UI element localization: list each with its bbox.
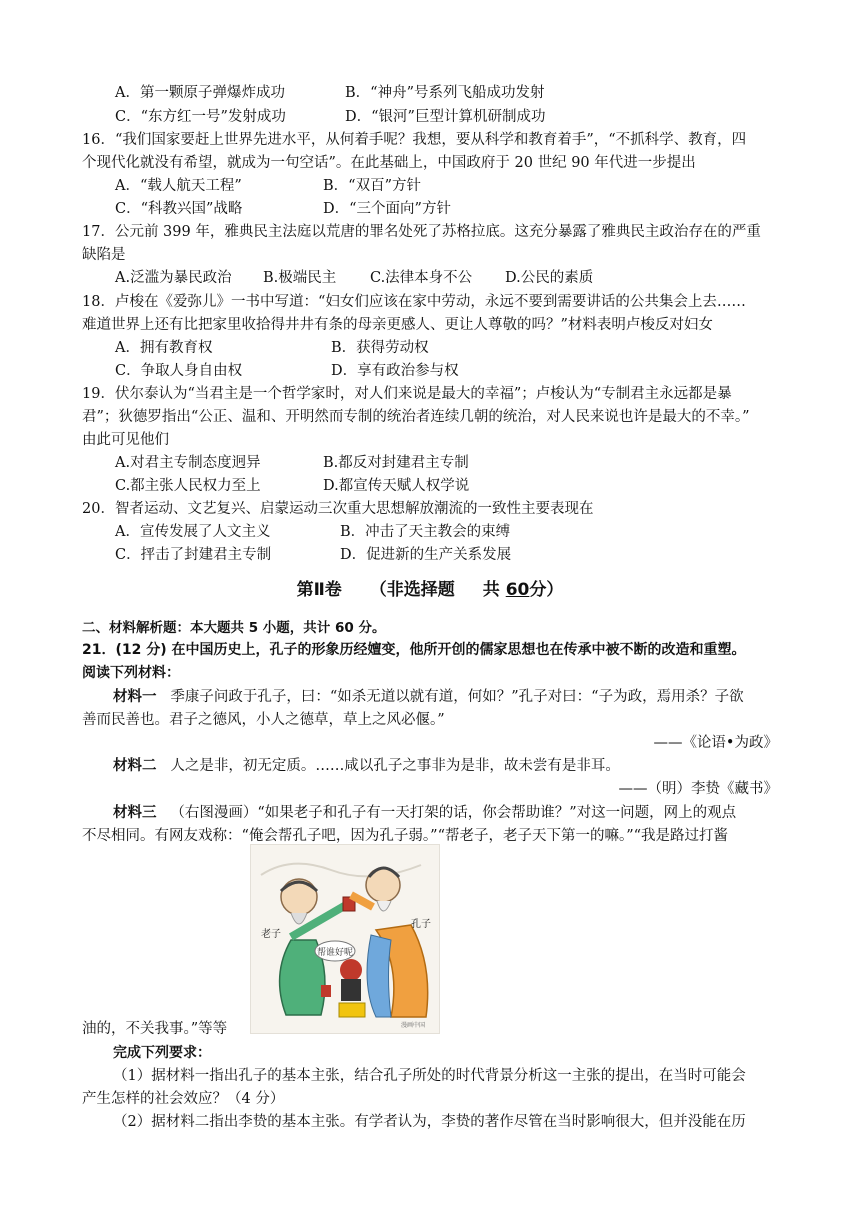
q18-option-a: A．拥有教育权 bbox=[115, 340, 213, 356]
q18-stem-line1: 18．卢梭在《爱弥儿》一书中写道：“妇女们应该在家中劳动，永远不要到需要讲话的公共集会上去…… bbox=[82, 294, 746, 310]
q17-option-c: C.法律本身不公 bbox=[370, 270, 473, 286]
q17-stem-line2: 缺陷是 bbox=[82, 247, 126, 263]
q17-option-a: A.泛滥为暴民政治 bbox=[115, 270, 232, 286]
q21-req1-line1: （1）据材料一指出孔子的基本主张，结合孔子所处的时代背景分析这一主张的提出，在当时可能会 bbox=[113, 1068, 746, 1084]
q19-option-b: B.都反对封建君主专制 bbox=[323, 455, 469, 471]
material3-text1: （右图漫画）“如果老子和孔子有一天打架的话，你会帮助谁？”对这一问题，网上的观点 bbox=[170, 805, 737, 821]
q20-option-b: B．冲击了天主教会的束缚 bbox=[340, 524, 511, 540]
part-2-heading: 二、材料解析题：本大题共 5 小题，共计 60 分。 bbox=[82, 620, 386, 636]
q21-requirements-title: 完成下列要求： bbox=[113, 1045, 211, 1061]
q21-material3-line1 bbox=[113, 803, 736, 823]
cartoon-credit: 漫画中国 bbox=[401, 1022, 426, 1029]
section-2-part: 第Ⅱ卷 bbox=[296, 580, 342, 600]
q16-option-a: A．“载人航天工程” bbox=[115, 178, 242, 194]
q21-stem-line2: 阅读下列材料： bbox=[82, 665, 180, 681]
q18-option-d: D．享有政治参与权 bbox=[331, 363, 459, 379]
q20-option-d: D．促进新的生产关系发展 bbox=[340, 547, 512, 563]
q21-req1-line2: 产生怎样的社会效应？（4 分） bbox=[82, 1091, 285, 1107]
cartoon-label-laozi: 老子 bbox=[261, 929, 281, 940]
q21-material3-line3: 油的，不关我事。”等等 bbox=[82, 1021, 228, 1037]
material2-text1: 人之是非，初无定质。……咸以孔子之事非为是非，故未尝有是非耳。 bbox=[170, 758, 620, 774]
q15-option-d: D．“银河”巨型计算机研制成功 bbox=[345, 109, 546, 125]
q19-option-d: D.都宣传天赋人权学说 bbox=[323, 478, 470, 494]
cartoon-bubble-text: 帮谁好呢 bbox=[316, 948, 354, 958]
q19-option-c: C.都主张人民权力至上 bbox=[115, 478, 261, 494]
q18-stem-line2: 难道世界上还有比把家里收拾得井井有条的母亲更感人、更让人尊敬的吗？”材料表明卢梭反对妇女 bbox=[82, 317, 713, 333]
q17-option-b: B.极端民主 bbox=[263, 270, 337, 286]
section-2-type: （非选择题 bbox=[369, 580, 455, 600]
q21-material3-line2: 不尽相同。有网友戏称：“俺会帮孔子吧，因为孔子弱。”“帮老子，老子天下第一的嘛。”“我是路过打酱 bbox=[82, 828, 729, 844]
material1-text1: 季康子问政于孔子，曰：“如杀无道以就有道，何如？”孔子对曰：“子为政，焉用杀？子欲 bbox=[170, 689, 744, 705]
section-2-title bbox=[0, 578, 860, 602]
q21-material1-source: ——《论语•为政》 bbox=[653, 735, 778, 751]
q16-option-d: D．“三个面向”方针 bbox=[323, 201, 451, 217]
q15-option-c: C．“东方红一号”发射成功 bbox=[115, 109, 286, 125]
q20-option-c: C．抨击了封建君主专制 bbox=[115, 547, 272, 563]
q15-option-b: B．“神舟”号系列飞船成功发射 bbox=[345, 85, 545, 101]
q19-stem-line1: 19．伏尔泰认为“当君主是一个哲学家时，对人们来说是最大的幸福”；卢梭认为“专制君主永远都是暴 bbox=[82, 386, 732, 402]
q21-material2-source: ——（明）李贽《藏书》 bbox=[618, 781, 778, 797]
q21-material1-line2: 善而民善也。君子之德风，小人之德草，草上之风必偃。” bbox=[82, 712, 445, 728]
q21-material1-line1 bbox=[113, 687, 744, 707]
q20-stem-line1: 20．智者运动、文艺复兴、启蒙运动三次重大思想解放潮流的一致性主要表现在 bbox=[82, 501, 594, 517]
q21-material2-line1 bbox=[113, 756, 620, 776]
q16-stem-line1: 16．“我们国家要赶上世界先进水平，从何着手呢？我想，要从科学和教育着手”，“不抓科学、教育，四 bbox=[82, 132, 747, 148]
q17-option-d: D.公民的素质 bbox=[505, 270, 594, 286]
q21-req2-line1: （2）据材料二指出李贽的基本主张。有学者认为，李贽的著作尽管在当时影响很大，但并没能在历 bbox=[113, 1114, 746, 1130]
q16-stem-line2: 个现代化就没有希望，就成为一句空话”。在此基础上，中国政府于 20 世纪 90 年代进一步提出 bbox=[82, 155, 696, 171]
q21-stem-line1: 21．(12 分) 在中国历史上，孔子的形象历经嬗变，他所开创的儒家思想也在传承中被不断的改造和重塑。 bbox=[82, 642, 746, 658]
q19-stem-line3: 由此可见他们 bbox=[82, 432, 169, 448]
section-2-total-post: 分） bbox=[529, 580, 564, 600]
q17-stem-line1: 17．公元前 399 年，雅典民主法庭以荒唐的罪名处死了苏格拉底。这充分暴露了雅典民主政治存在的严重 bbox=[82, 224, 761, 240]
q19-stem-line2: 君”；狄德罗指出“公正、温和、开明然而专制的统治者连续几朝的统治，对人民来说也许是最大的不幸。” bbox=[82, 409, 750, 425]
q20-option-a: A．宣传发展了人文主义 bbox=[115, 524, 271, 540]
q19-option-a: A.对君主专制态度迥异 bbox=[115, 455, 261, 471]
cartoon-label-confucius: 孔子 bbox=[411, 919, 431, 930]
material2-label: 材料二 bbox=[113, 758, 157, 774]
section-2-total-score: 60 bbox=[505, 580, 530, 600]
q15-option-a: A．第一颗原子弹爆炸成功 bbox=[115, 85, 285, 101]
q16-option-c: C．“科教兴国”战略 bbox=[115, 201, 243, 217]
cartoon-image bbox=[250, 844, 440, 1034]
q18-option-c: C．争取人身自由权 bbox=[115, 363, 243, 379]
material3-label: 材料三 bbox=[113, 805, 157, 821]
material1-label: 材料一 bbox=[113, 689, 157, 705]
section-2-total-pre: 共 bbox=[482, 580, 500, 600]
q18-option-b: B．获得劳动权 bbox=[331, 340, 429, 356]
q16-option-b: B．“双百”方针 bbox=[323, 178, 421, 194]
